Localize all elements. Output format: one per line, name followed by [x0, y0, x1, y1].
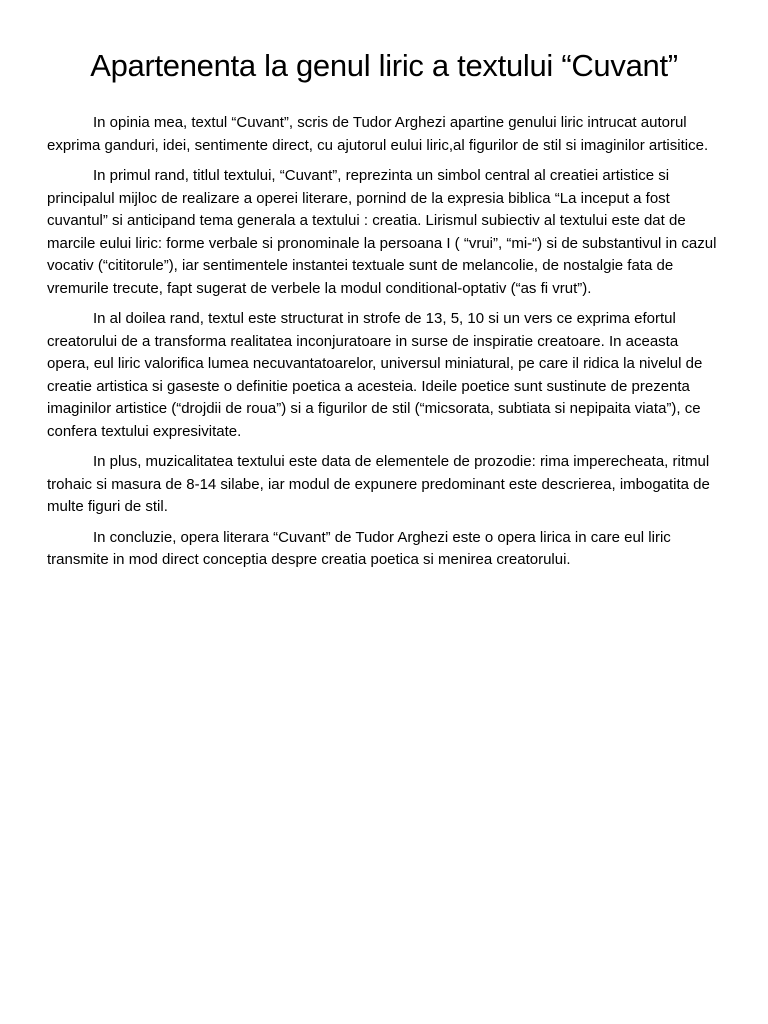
document-body: [47, 112, 723, 580]
paragraph-conclusion: In concluzie, opera literara “Cuvant” de Tudor Arghezi este o opera lirica in care eul liric transmite in mod direct conceptia despre creatia poetica si menirea creatorului.: [47, 528, 671, 568]
paragraph-second-argument: In al doilea rand, textul este structurat in strofe de 13, 5, 10 si un vers ce exprima efortul creatorului de a transforma realitatea inconjuratoare in surse de inspiratie creatoare. In aceasta opera, eul liric valorifica lumea necuvantatoarelor, universul miniatural, pe care il ridica la nivelul de creatie artistica si gaseste o definitie poetica a acesteia. Ideile poetice sunt sustinute de prezenta imaginilor artistice (“drojdii de roua”) si a figurilor de stil (“micsorata, subtiata si nepipaita viata”), ce confera textului expresivitate.: [47, 310, 703, 440]
document-title: Apartenenta la genul liric a textului “Cuvant”: [90, 48, 678, 83]
paragraph-prosody: In plus, muzicalitatea textului este data de elementele de prozodie: rima imperecheata, ritmul trohaic si masura de 8-14 silabe, iar modul de expunere predominant este descrierea, imbogatita de multe figuri de stil.: [47, 453, 710, 515]
paragraph-intro: In opinia mea, textul “Cuvant”, scris de Tudor Arghezi apartine genului liric intrucat autorul exprima ganduri, idei, sentimente direct, cu ajutorul eului liric,al figurilor de stil si imaginilor artisitice.: [47, 114, 709, 154]
paragraph-first-argument: In primul rand, titlul textului, “Cuvant”, reprezinta un simbol central al creatiei artistice si principalul mijloc de realizare a operei literare, pornind de la expresia biblica “La inceput a fost cuvantul” si anticipand tema generala a textului : creatia. Lirismul subiectiv al textului este dat de marcile eului liric: forme verbale si pronominale la persoana I ( “vrui”, “mi-“) si de substantivul in cazul vocativ (“cititorule”), iar sentimentele instantei textuale sunt de melancolie, de nostalgie fata de vremurile trecute, fapt sugerat de verbele la modul conditional-optativ (“as fi vrut”).: [47, 167, 717, 297]
